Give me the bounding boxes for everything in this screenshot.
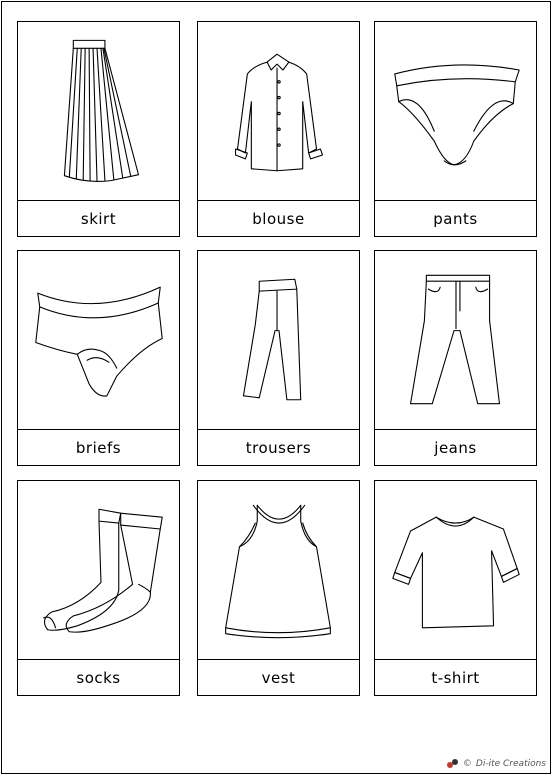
briefs-icon bbox=[18, 251, 179, 429]
card-vest bbox=[197, 480, 360, 696]
card-trousers bbox=[197, 250, 360, 466]
vest-icon bbox=[198, 481, 359, 659]
card-label: jeans bbox=[434, 438, 477, 457]
pants-picture bbox=[375, 22, 536, 201]
t-shirt-picture bbox=[375, 481, 536, 660]
blouse-icon bbox=[198, 22, 359, 200]
socks-icon bbox=[18, 481, 179, 659]
card-jeans bbox=[374, 250, 537, 466]
card-label: skirt bbox=[80, 209, 117, 228]
trousers-picture bbox=[198, 251, 359, 430]
copyright-credit bbox=[447, 759, 546, 769]
credit-text: Di-ite Creations bbox=[475, 759, 546, 769]
skirt-icon bbox=[18, 22, 179, 200]
card-pants bbox=[374, 21, 537, 237]
t-shirt-icon bbox=[375, 481, 536, 659]
copyright-symbol: © bbox=[462, 759, 472, 769]
card-label: pants bbox=[433, 209, 478, 228]
card-label: socks bbox=[76, 668, 121, 687]
briefs-picture bbox=[18, 251, 179, 430]
card-label: trousers bbox=[245, 438, 312, 457]
blouse-picture bbox=[198, 22, 359, 201]
card-blouse bbox=[197, 21, 360, 237]
pants-icon bbox=[375, 22, 536, 200]
card-socks bbox=[17, 480, 180, 696]
card-t-shirt bbox=[374, 480, 537, 696]
socks-picture bbox=[18, 481, 179, 660]
card-briefs bbox=[17, 250, 180, 466]
skirt-picture bbox=[18, 22, 179, 201]
card-label: t-shirt bbox=[431, 668, 480, 687]
jeans-icon bbox=[375, 251, 536, 429]
logo-icon bbox=[447, 759, 459, 769]
vest-picture bbox=[198, 481, 359, 660]
jeans-picture bbox=[375, 251, 536, 430]
trousers-icon bbox=[198, 251, 359, 429]
card-label: briefs bbox=[75, 438, 122, 457]
card-label: vest bbox=[261, 668, 296, 687]
card-skirt bbox=[17, 21, 180, 237]
card-label: blouse bbox=[252, 209, 305, 228]
